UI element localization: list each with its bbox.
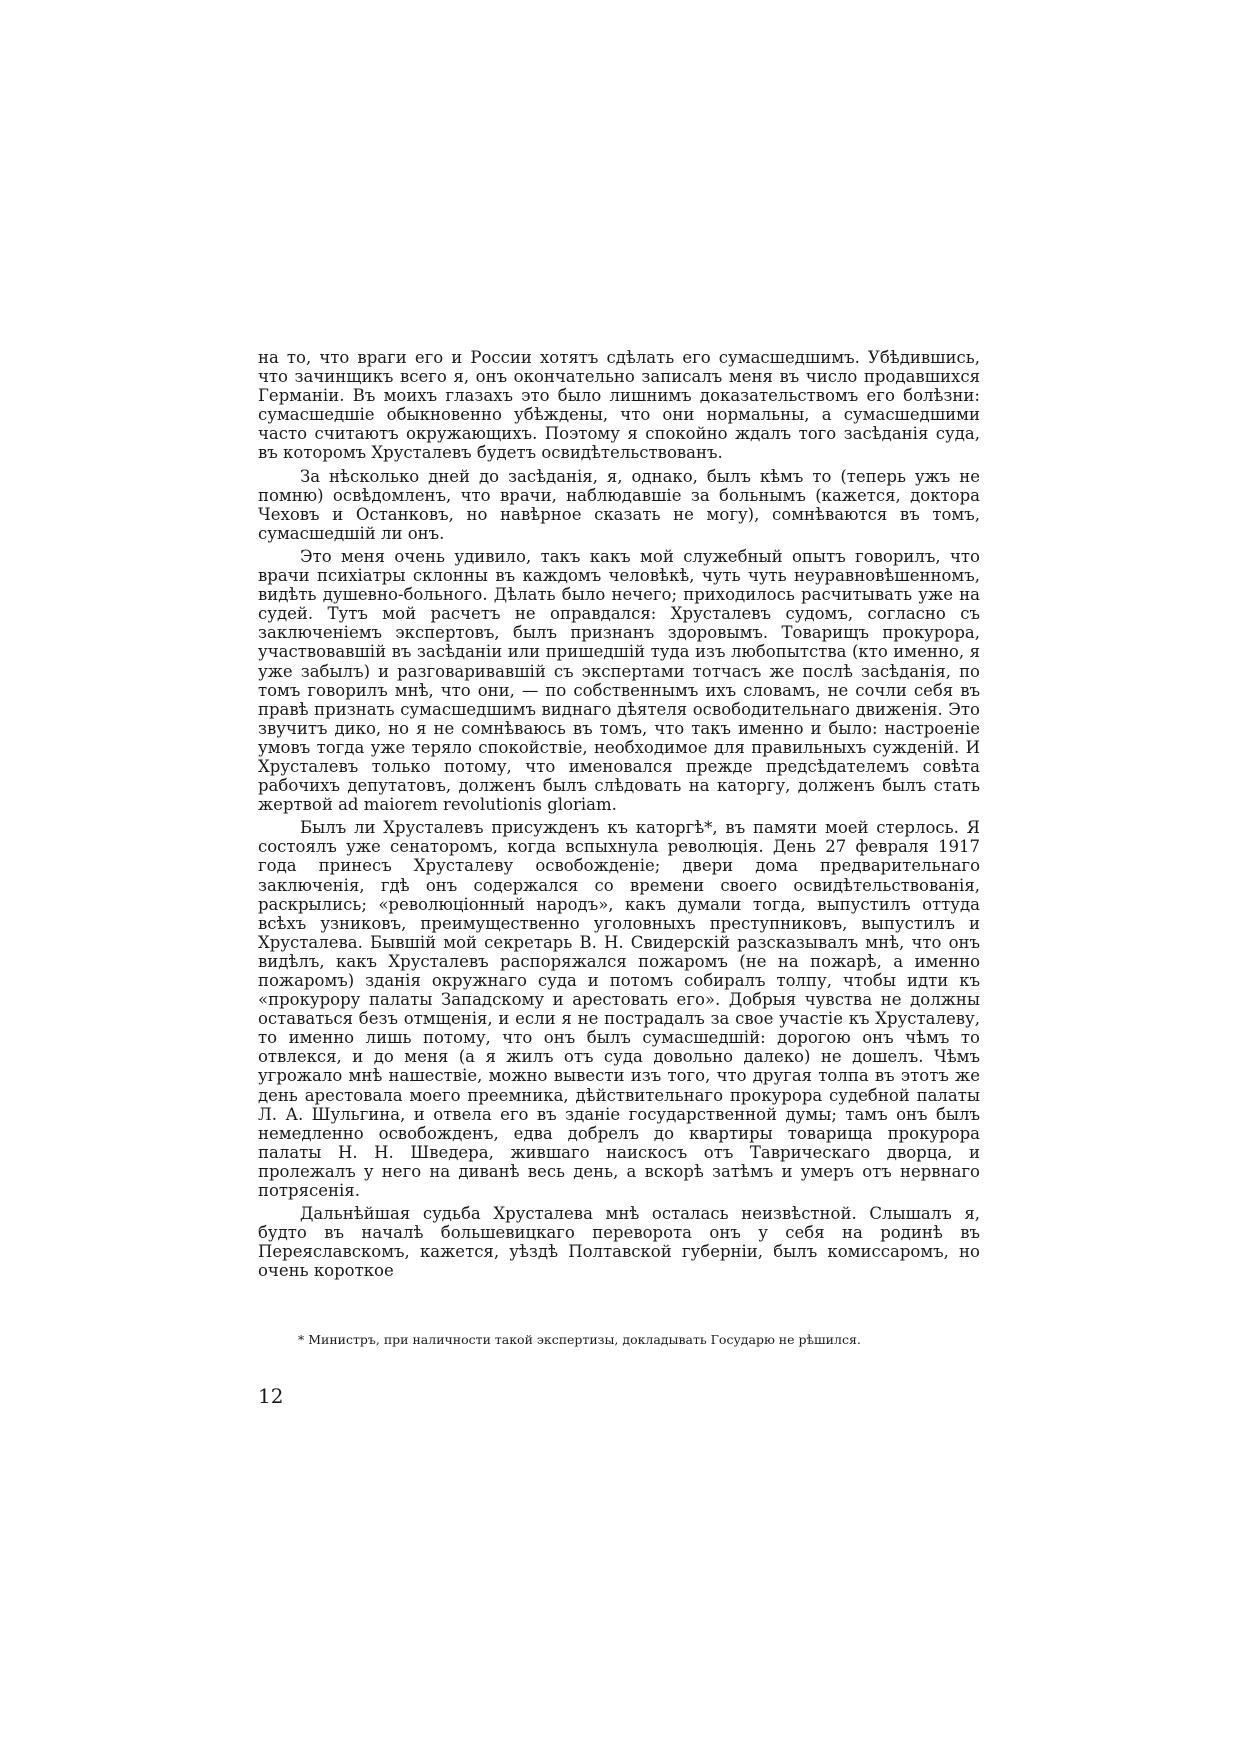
paragraph-1: на то, что враги его и России хотятъ сдѣлать его сумасшедшимъ. Убѣдившись, что зачинщикъ всего я, онъ окончательно записалъ меня въ число продавшихся Германіи. Въ моихъ глазахъ это было лишнимъ доказательствомъ его болѣзни: сумасшедшіе обыкновенно убѣждены, что они нормальны, а сумасшедшими часто считаютъ окружающихъ. Поэтому я спокойно ждалъ того засѣданія суда, въ которомъ Хрусталевъ будетъ освидѣтельствованъ. bbox=[258, 348, 980, 463]
page-number: 12 bbox=[258, 1384, 284, 1408]
footnote: * Министръ, при наличности такой экспертизы, докладывать Государю не рѣшился. bbox=[298, 1332, 861, 1347]
paragraph-2: За нѣсколько дней до засѣданія, я, однако, былъ кѣмъ то (теперь ужъ не помню) освѣдомленъ, что врачи, наблюдавшіе за больнымъ (кажется, доктора Чеховъ и Останковъ, но навѣрное сказать не могу), сомнѣваются въ томъ, сумасшедшій ли онъ. bbox=[258, 466, 980, 543]
paragraph-3: Это меня очень удивило, такъ какъ мой служебный опытъ говорилъ, что врачи психіатры склонны въ каждомъ человѣкѣ, чуть чуть неуравновѣшенномъ, видѣть душевно-больного. Дѣлать было нечего; приходилось расчитывать уже на судей. Тутъ мой расчетъ не оправдался: Хрусталевъ судомъ, согласно съ заключеніемъ экспертовъ, былъ признанъ здоровымъ. Товарищъ прокурора, участвовавшій въ засѣданіи или пришедшій туда изъ любопытства (кто именно, я уже забылъ) и разговаривавшій съ экспертами тотчасъ же послѣ засѣданія, по томъ говорилъ мнѣ, что они, — по собственнымъ ихъ словамъ, не сочли себя въ правѣ признать сумасшедшимъ виднаго дѣятеля освободительнаго движенія. Это звучитъ дико, но я не сомнѣваюсь въ томъ, что такъ именно и было: настроеніе умовъ тогда уже теряло спокойствіе, необходимое для правильныхъ сужденій. И Хрусталевъ только потому, что именовался прежде предсѣдателемъ совѣта рабочихъ депутатовъ, долженъ былъ слѣдовать на каторгу, долженъ былъ стать жертвой ad maiorem revolutionis gloriam. bbox=[258, 546, 980, 815]
paragraph-4: Былъ ли Хрусталевъ присужденъ къ каторгѣ*, въ памяти моей стерлось. Я состоялъ уже сенаторомъ, когда вспыхнула революція. День 27 февраля 1917 года принесъ Хрусталеву освобожденіе; двери дома предварительнаго заключенія, гдѣ онъ содержался со времени своего освидѣтельствованія, раскрылись; «революціонный народъ», какъ думали тогда, выпустилъ оттуда всѣхъ узниковъ, преимущественно уголовныхъ преступниковъ, выпустилъ и Хрусталева. Бывшій мой секретарь В. Н. Свидерскій разсказывалъ мнѣ, что онъ видѣлъ, какъ Хрусталевъ распоряжался пожаромъ (не на пожарѣ, а именно пожаромъ) зданія окружнаго суда и потомъ собиралъ толпу, чтобы идти къ «прокурору палаты Западскому и арестовать его». Добрыя чувства не должны оставаться безъ отмщенія, и если я не пострадалъ за свое участіе къ Хрусталеву, то именно лишь потому, что онъ былъ сумасшедшій: дорогою онъ чѣмъ то отвлекся, и до меня (а я жилъ отъ суда довольно далеко) не дошелъ. Чѣмъ угрожало мнѣ нашествіе, можно вывести изъ того, что другая толпа въ этотъ же день арестовала моего преемника, дѣйствительнаго прокурора судебной палаты Л. А. Шульгина, и отвела его въ зданіе государственной думы; тамъ онъ былъ немедленно освобожденъ, едва добрелъ до квартиры товарища прокурора палаты Н. Н. Шведера, жившаго наискосъ отъ Таврическаго дворца, и пролежалъ у него на диванѣ весь день, а вскорѣ затѣмъ и умеръ отъ нервнаго потрясенія. bbox=[258, 818, 980, 1201]
paragraph-5: Дальнѣйшая судьба Хрусталева мнѣ осталась неизвѣстной. Слышалъ я, будто въ началѣ большевицкаго переворота онъ у себя на родинѣ въ Переяславскомъ, кажется, уѣздѣ Полтавской губерніи, былъ комиссаромъ, но очень короткое bbox=[258, 1204, 980, 1281]
main-text bbox=[258, 348, 980, 1285]
